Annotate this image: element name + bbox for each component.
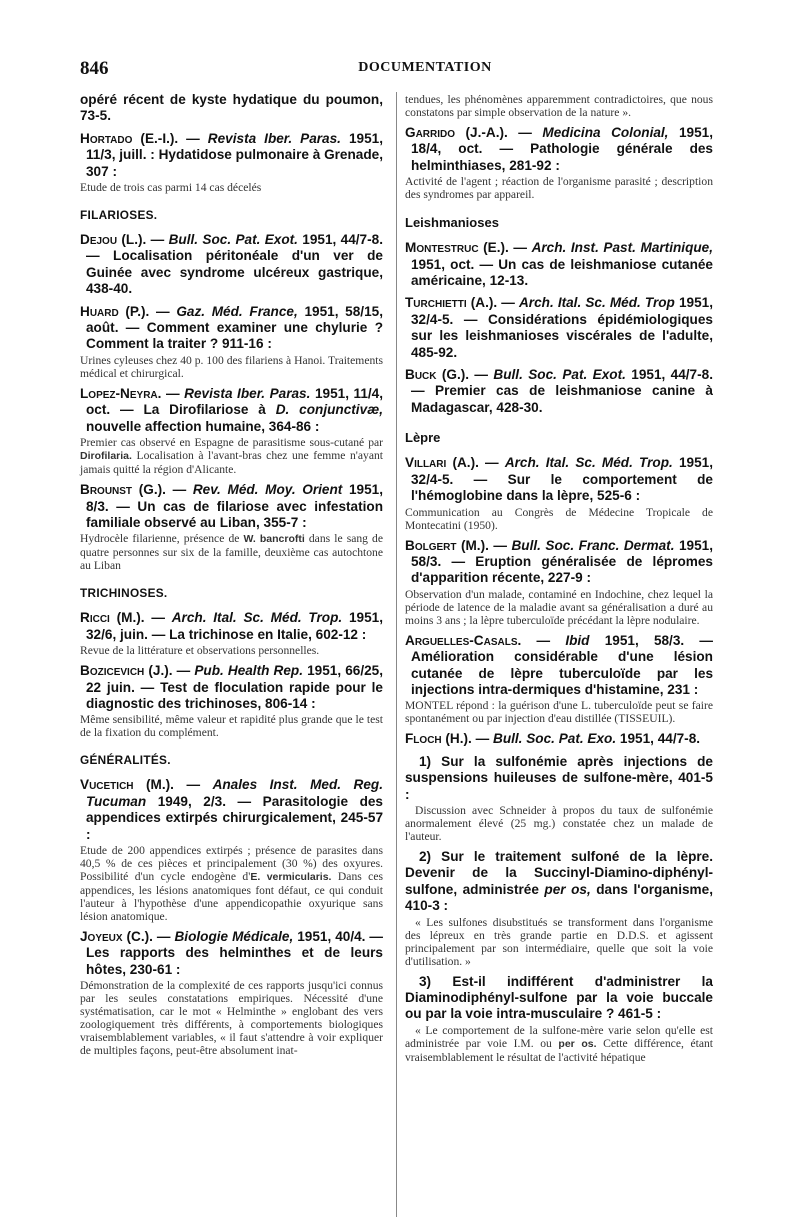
journal: Rev. Méd. Moy. Orient xyxy=(192,482,343,498)
entry-bozicevich xyxy=(80,663,383,739)
citation-rest: 1951, 18/4, oct. — Pathologie générale des helminthiases, 281-92 : xyxy=(411,125,713,173)
author: Ricci (M.). xyxy=(80,610,145,626)
entry-brounst xyxy=(80,482,383,572)
author: Vucetich (M.). xyxy=(80,777,174,793)
citation: Hortado (E.-I.). — Revista Iber. Paras. 1951, 11/3, juill. : Hydatidose pulmonaire à Grenade, 307 : xyxy=(80,130,383,179)
abstract: « Les sulfones disubstitués se transforment dans l'organisme des lépreux en très grande partie en D.D.S. et agissent principalement par son intermédiaire, quelle que soit la voie d'utilisation. » xyxy=(405,915,713,968)
citation: Garrido (J.-A.). — Medicina Colonial, 1951, 18/4, oct. — Pathologie générale des helminthiases, 281-92 : xyxy=(405,125,713,173)
author: Garrido (J.-A.). xyxy=(405,125,508,140)
journal: Arch. Ital. Sc. Méd. Trop xyxy=(518,295,675,311)
right-column xyxy=(405,92,713,1070)
abstract: MONTEL répond : la guérison d'une L. tuberculoïde peut se faire spontanément ou par injection d'eau distillée (TISSEUIL). xyxy=(405,699,713,726)
citation: Brounst (G.). — Rev. Méd. Moy. Orient 1951, 8/3. — Un cas de filariose avec infestation familiale observé au Liban, 355-7 : xyxy=(80,482,384,530)
abstract: Observation d'un malade, contaminé en Indochine, chez lequel la période de latence de la maladie avant sa généralisation a duré au moins 3 ans ; la lèpre tuberculoïde précédant la lèpre nodulaire. xyxy=(405,587,713,627)
journal: Revista Iber. Paras. xyxy=(207,130,341,146)
page-header xyxy=(80,58,770,78)
citation: Vucetich (M.). — Anales Inst. Med. Reg. Tucuman 1949, 2/3. — Parasitologie des appendices extirpés chirurgicalement, 245-57 : xyxy=(80,777,384,842)
abstract-part: Premier cas observé en Espagne de parasitisme sous-cutané par xyxy=(80,436,383,450)
abstract: Communication au Congrès de Médecine Tropicale de Montecatini (1950). xyxy=(405,505,713,532)
section-heading-filarioses: FILARIOSES. xyxy=(80,208,158,223)
citation-rest: 1951, oct. — Un cas de leishmaniose cutanée américaine, 12-13. xyxy=(411,256,713,289)
citation: Huard (P.). — Gaz. Méd. France, 1951, 58/15, août. — Comment examiner une chylurie ? Comment la traiter ? 911-16 : xyxy=(80,303,383,352)
journal: Bull. Soc. Franc. Dermat. xyxy=(511,537,675,553)
journal: Ibid xyxy=(565,632,590,648)
abstract: Etude de trois cas parmi 14 cas décelés xyxy=(80,181,262,195)
abstract: Urines cyleuses chez 40 p. 100 des filariens à Hanoi. Traitements médical et chirurgical. xyxy=(80,353,383,380)
page-number: 846 xyxy=(80,58,109,79)
abstract: Discussion avec Schneider à propos du taux de sulfonémie anormalement élevé (25 mg.) constatée chez un malade de l'auteur. xyxy=(405,803,713,843)
entry-villari xyxy=(405,455,713,531)
entry-hortado xyxy=(80,131,383,194)
genus-name: Dirofilaria. xyxy=(80,450,132,463)
subentry-title-part: 2) Sur le traitement sulfoné de la lèpre. Devenir de la Succinyl-Diamino-diphényl-sulfone, administrée xyxy=(405,848,713,897)
entry-montestruc xyxy=(405,240,713,289)
citation: Floch (H.). — Bull. Soc. Pat. Exo. 1951, 44/7-8. xyxy=(405,731,701,747)
citation: Dejou (L.). — Bull. Soc. Pat. Exot. 1951, 44/7-8. — Localisation péritonéale d'un ver de Guinée avec syndrome ulcéreux gastrique, 438-40. xyxy=(80,232,383,297)
subentry-title xyxy=(405,849,713,915)
citation: Bozicevich (J.). — Pub. Health Rep. 1951, 66/25, 22 juin. — Test de floculation rapide pour le diagnostic des trichinoses, 806-14 : xyxy=(80,663,384,711)
abstract-part: Hydrocèle filarienne, présence de xyxy=(80,532,244,546)
column-divider xyxy=(396,92,397,1217)
abstract xyxy=(80,436,383,476)
author: Floch (H.). xyxy=(405,731,472,747)
author: Dejou (L.). xyxy=(80,232,147,248)
author: Buck (G.). xyxy=(405,367,470,383)
author: Villari (A.). xyxy=(405,455,479,471)
entry-arguelles-casals xyxy=(405,633,713,726)
subentry-title-part-2: dans l'organisme, 410-3 : xyxy=(405,881,713,914)
entry-garrido xyxy=(405,125,713,201)
journal: Arch. Ital. Sc. Méd. Trop. xyxy=(504,455,673,471)
subentry-title: 1) Sur la sulfonémie après injections de suspensions huileuses de sulfone-mère, 401-5 : xyxy=(405,753,713,802)
citation: Joyeux (C.). — Biologie Médicale, 1951, 40/4. — Les rapports des helminthes et de leurs hôtes, 230-61 : xyxy=(80,928,383,977)
journal: Bull. Soc. Pat. Exot. xyxy=(168,232,298,248)
citation: Ricci (M.). — Arch. Ital. Sc. Méd. Trop. 1951, 32/6, juin. — La trichinose en Italie, 602-12 : xyxy=(80,610,383,642)
species-name: W. bancrofti xyxy=(243,533,305,546)
section-heading-lepre: Lèpre xyxy=(405,430,441,446)
abstract xyxy=(405,1024,713,1064)
citation-rest: 1951, 44/7-8. xyxy=(619,731,701,747)
citation-rest: 1951, 8/3. — Un cas de filariose avec infestation familiale observé au Liban, 355-7 : xyxy=(86,482,384,530)
citation-rest: 1949, 2/3. — Parasitologie des appendices extirpés chirurgicalement, 245-57 : xyxy=(86,793,383,842)
citation: Montestruc (E.). — Arch. Inst. Past. Martinique, 1951, oct. — Un cas de leishmaniose cutanée américaine, 12-13. xyxy=(405,240,714,289)
running-title: DOCUMENTATION xyxy=(358,60,492,75)
author: Lopez-Neyra. xyxy=(80,385,162,401)
entry-floch xyxy=(405,731,713,747)
subentry-title: 3) Est-il indifférent d'administrer la Diaminodiphényl-sulfone par la voie buccale ou par la voie intra-musculaire ? 461-5 : xyxy=(405,973,713,1022)
abstract: Revue de la littérature et observations personnelles. xyxy=(80,644,320,658)
entry-ricci xyxy=(80,610,383,657)
entry-joyeux xyxy=(80,929,383,1057)
citation-rest: 1951, 58/3. — Eruption généralisée de lépromes d'apparition récente, 227-9 : xyxy=(411,537,713,586)
citation-rest: 1951, 66/25, 22 juin. — Test de floculation rapide pour le diagnostic des trichinoses, 806-14 : xyxy=(86,663,384,711)
author: Arguelles-Casals. xyxy=(405,632,522,648)
abstract xyxy=(80,844,383,923)
abstract-part: Etude de 200 appendices extirpés ; présence de parasites dans 40,5 % de ces pièces et principalement (30 %) des oxyures. Possibilité d'un cycle endogène d' xyxy=(80,843,383,883)
citation-rest: 1951, 32/4-5. — Sur le comportement de l'hémoglobine dans la lèpre, 525-6 : xyxy=(411,455,713,504)
entry-dejou xyxy=(80,232,383,298)
author: Brounst (G.). xyxy=(80,482,166,498)
species-name: E. vermicularis. xyxy=(250,870,332,883)
author: Joyeux (C.). xyxy=(80,928,153,944)
citation: Villari (A.). — Arch. Ital. Sc. Méd. Trop. 1951, 32/4-5. — Sur le comportement de l'hémoglobine dans la lèpre, 525-6 : xyxy=(405,455,713,504)
subentry-2 xyxy=(405,849,713,968)
citation: Turchietti (A.). — Arch. Ital. Sc. Méd. Trop 1951, 32/4-5. — Considérations épidémiologiques sur les leishmanioses viscérales de l'adulte, 485-92. xyxy=(405,295,713,360)
citation-rest: 1951, 40/4. — Les rapports des helminthes et de leurs hôtes, 230-61 : xyxy=(86,928,383,977)
journal: Arch. Ital. Sc. Méd. Trop. xyxy=(171,610,343,626)
abstract: Activité de l'agent ; réaction de l'organisme parasité ; description des syndromes par appareil. xyxy=(405,175,713,202)
author: Huard (P.). xyxy=(80,303,150,319)
section-heading-leishmanioses: Leishmanioses xyxy=(405,215,499,231)
entry-buck xyxy=(405,367,713,416)
journal: Bull. Soc. Pat. Exo. xyxy=(493,731,617,747)
journal: Biologie Médicale, xyxy=(174,928,294,944)
abstract-part-2: dans le sang de quatre personnes sur six de la famille, deuxième cas autochtone au Liban xyxy=(80,532,383,573)
citation-rest: 1951, 32/4-5. — Considérations épidémiologiques sur les leishmanioses viscérales de l'adulte, 485-92. xyxy=(411,295,713,360)
journal: Medicina Colonial, xyxy=(542,125,669,140)
citation-rest: 1951, 32/6, juin. — La trichinose en Italie, 602-12 : xyxy=(86,610,383,642)
entry-vucetich xyxy=(80,777,383,923)
citation: Lopez-Neyra. — Revista Iber. Paras. 1951, 11/4, oct. — La Dirofilariose à D. conjunctivæ, nouvelle affection humaine, 364-86 : xyxy=(80,385,384,434)
abstract: Même sensibilité, même valeur et rapidité plus grande que le test de la fixation du complément. xyxy=(80,713,383,740)
abstract-part-2: Cette différence, étant vraisemblablement le résultat de l'activité hépatique xyxy=(405,1036,714,1064)
citation-rest: 1951, 58/3. — Amélioration considérable d'une lésion cutanée de lèpre tuberculoïde par les injections intra-dermiques d'histamine, 231 : xyxy=(411,632,713,697)
citation-rest: 1951, 44/7-8. — Localisation péritonéale d'un ver de Guinée avec syndrome ulcéreux gastrique, 438-40. xyxy=(86,232,383,297)
abstract-part-2: Localisation à l'avant-bras chez une femme n'ayant jamais quitté la région d'Alicante. xyxy=(80,449,383,477)
journal: Anales Inst. Med. Reg. Tucuman xyxy=(86,777,384,809)
citation-rest-2: nouvelle affection humaine, 364-86 : xyxy=(86,418,320,434)
abstract-part-2: Dans ces appendices, les lésions anatomiques font défaut, ce qui conduit l'auteur à l'hypothèse d'une appendicopathie oxyurique sans lésion anatomique. xyxy=(80,869,383,923)
subentry-3 xyxy=(405,974,713,1064)
left-column xyxy=(80,92,383,1063)
author: Bolgert (M.). xyxy=(405,537,489,553)
citation: Bolgert (M.). — Bull. Soc. Franc. Dermat. 1951, 58/3. — Eruption généralisée de lépromes d'apparition récente, 227-9 : xyxy=(405,537,713,586)
entry-huard xyxy=(80,304,383,380)
author: Turchietti (A.). xyxy=(405,295,498,311)
citation: Arguelles-Casals. — Ibid 1951, 58/3. — Amélioration considérable d'une lésion cutanée de lèpre tuberculoïde par les injections intra-dermiques d'histamine, 231 : xyxy=(405,632,713,697)
entry-lopez-neyra xyxy=(80,386,383,476)
author: Bozicevich (J.). xyxy=(80,663,173,679)
journal: Gaz. Méd. France, xyxy=(176,303,298,319)
journal: Arch. Inst. Past. Martinique, xyxy=(531,240,714,256)
abstract xyxy=(80,532,383,572)
citation: Buck (G.). — Bull. Soc. Pat. Exot. 1951, 44/7-8. — Premier cas de leishmaniose canine à Madagascar, 428-30. xyxy=(405,367,713,415)
latin-term: per os, xyxy=(544,881,591,897)
journal: Revista Iber. Paras. xyxy=(184,385,311,401)
citation-rest: 1951, 11/4, oct. — La Dirofilariose à xyxy=(86,385,384,418)
citation-rest: 1951, 58/15, août. — Comment examiner une chylurie ? Comment la traiter ? 911-16 : xyxy=(86,303,383,352)
latin-term: per os. xyxy=(558,1037,597,1050)
author: Montestruc (E.). xyxy=(405,240,509,256)
continued-text: opéré récent de kyste hydatique du poumon, 73-5. xyxy=(80,92,383,124)
abstract: Démonstration de la complexité de ces rapports jusqu'ici connus par les seules constatations empiriques. Nécessité d'une systématisation, car le mot « Helminthe » englobant des vers zoologiquement très différents, à comportements biologiques vraisemblablement variables, « il faut s'attendre à voir expliquer de multiples façons, peut-être absolument inat- xyxy=(80,979,383,1058)
entry-turchietti xyxy=(405,295,713,361)
citation-rest: 1951, 44/7-8. — Premier cas de leishmaniose canine à Madagascar, 428-30. xyxy=(411,367,713,415)
abstract-part: « Le comportement de la sulfone-mère varie selon qu'elle est administrée par voie I.M. ou xyxy=(405,1023,713,1050)
entry-bolgert xyxy=(405,538,713,627)
section-heading-generalites: GÉNÉRALITÉS. xyxy=(80,753,171,768)
species-name: D. conjunctivæ, xyxy=(275,402,383,418)
section-heading-trichinoses: TRICHINOSES. xyxy=(80,586,168,601)
journal: Pub. Health Rep. xyxy=(194,663,303,679)
subentry-1 xyxy=(405,754,713,843)
continued-abstract: tendues, les phénomènes apparemment contradictoires, que nous constatons par simple observation de la nature ». xyxy=(405,93,713,119)
citation-rest: 1951, 11/3, juill. : Hydatidose pulmonaire à Grenade, 307 : xyxy=(86,130,383,179)
author: Hortado (E.-I.). xyxy=(80,130,179,146)
journal: Bull. Soc. Pat. Exot. xyxy=(493,367,626,383)
